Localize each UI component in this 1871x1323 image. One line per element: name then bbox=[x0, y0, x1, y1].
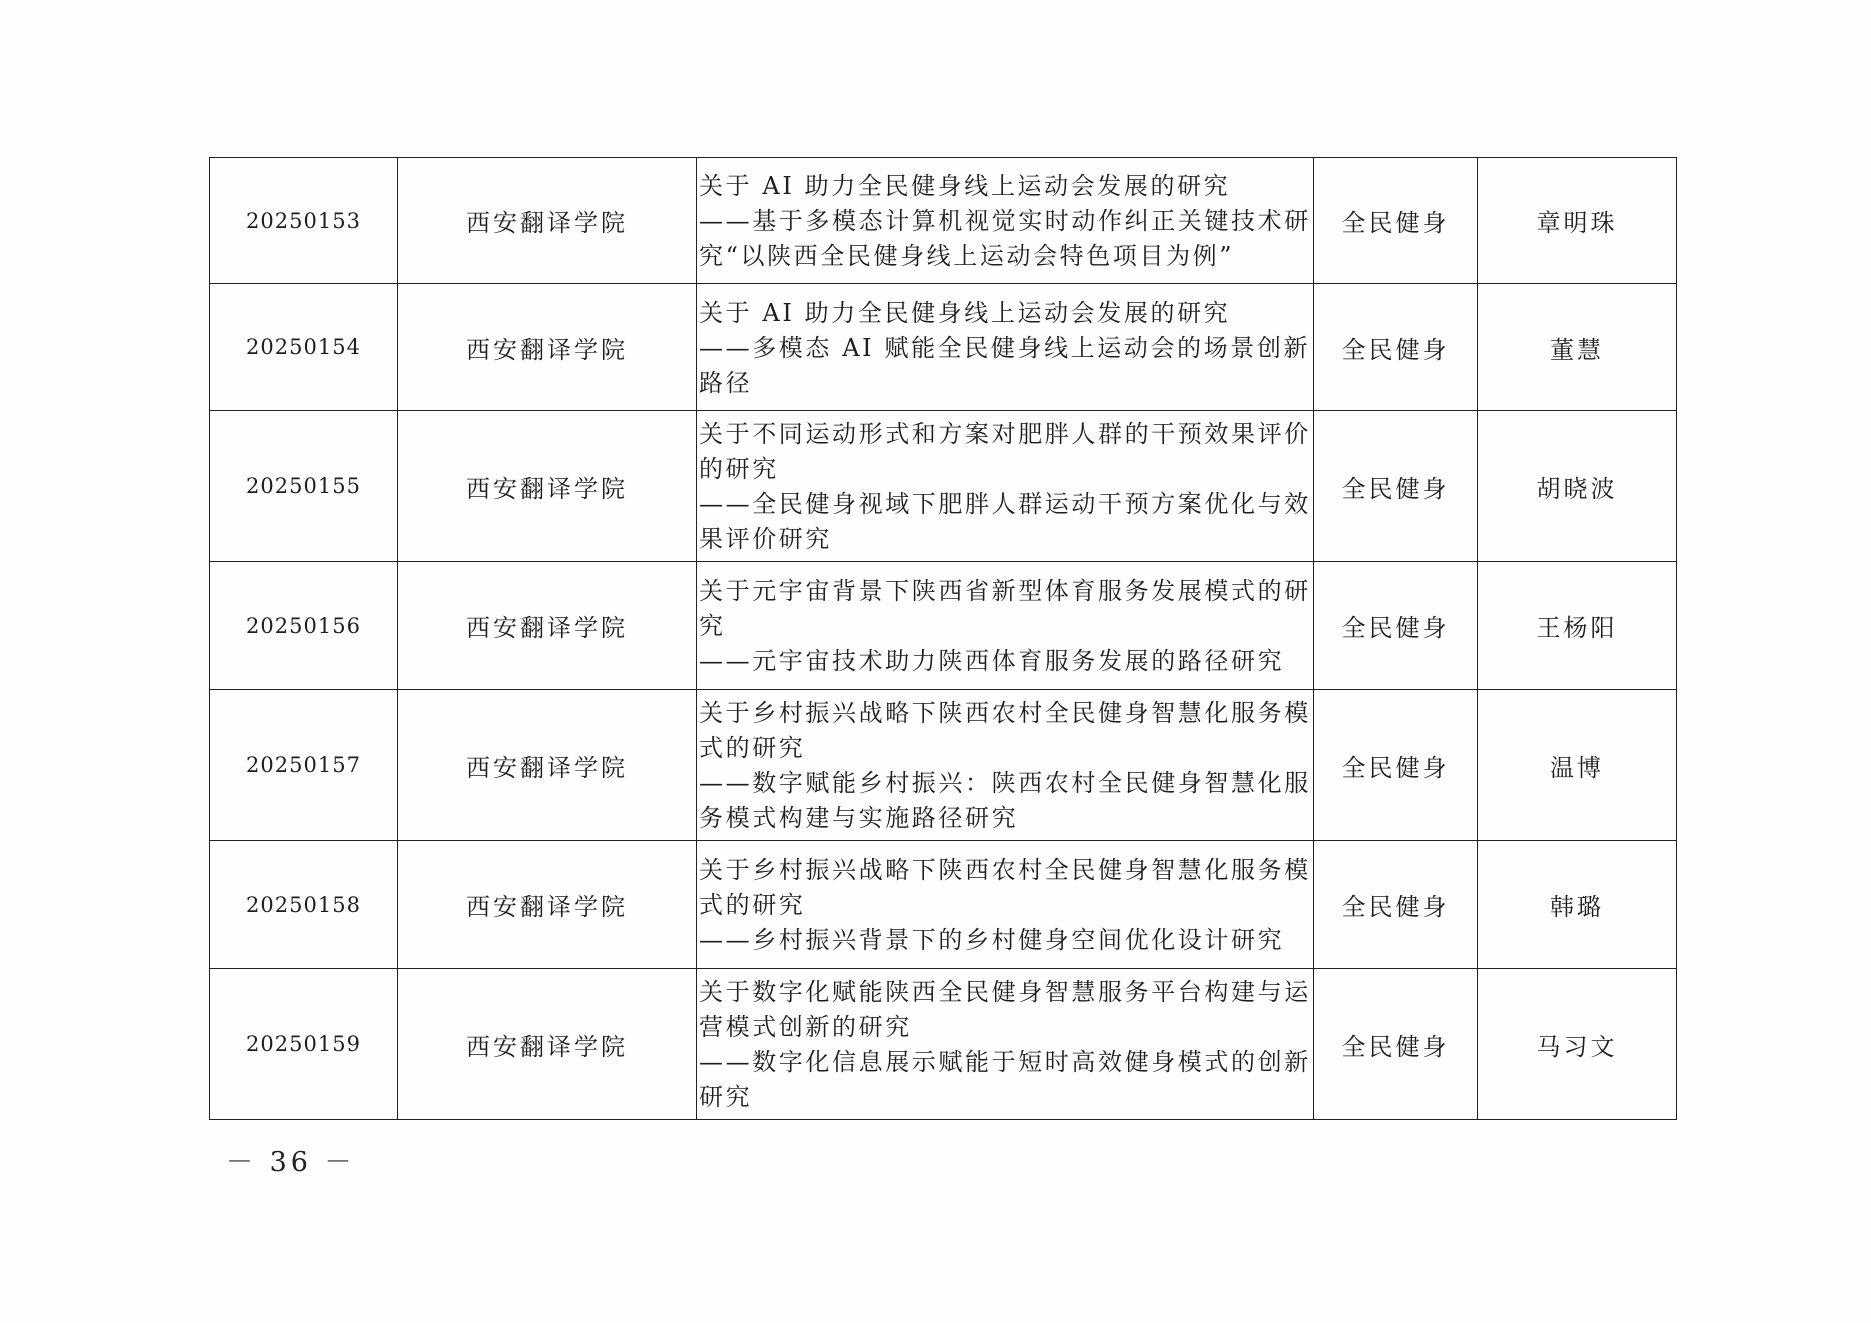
main-title: 关于乡村振兴战略下陕西农村全民健身智慧化服务模式的研究 bbox=[699, 699, 1311, 762]
project-code-cell: 20250154 bbox=[210, 284, 398, 411]
category-cell: 全民健身 bbox=[1314, 969, 1478, 1120]
project-title-cell bbox=[697, 284, 1314, 411]
school-cell: 西安翻译学院 bbox=[398, 841, 697, 969]
main-title: 关于元宇宙背景下陕西省新型体育服务发展模式的研究 bbox=[699, 577, 1311, 640]
sub-title: ——乡村振兴背景下的乡村健身空间优化设计研究 bbox=[699, 926, 1285, 954]
main-title: 关于 AI 助力全民健身线上运动会发展的研究 bbox=[699, 298, 1231, 327]
project-table bbox=[209, 157, 1677, 1120]
project-title-cell bbox=[697, 841, 1314, 969]
table-row bbox=[210, 969, 1677, 1120]
main-title: 关于 AI 助力全民健身线上运动会发展的研究 bbox=[699, 172, 1231, 200]
person-cell: 韩璐 bbox=[1478, 841, 1677, 969]
project-code-cell: 20250159 bbox=[210, 969, 398, 1120]
sub-title: ——元宇宙技术助力陕西体育服务发展的路径研究 bbox=[699, 647, 1285, 675]
school-cell: 西安翻译学院 bbox=[398, 411, 697, 562]
school-cell: 西安翻译学院 bbox=[398, 562, 697, 690]
person-cell: 王杨阳 bbox=[1478, 562, 1677, 690]
table-row bbox=[210, 562, 1677, 690]
person-cell: 董慧 bbox=[1478, 284, 1677, 411]
category-cell: 全民健身 bbox=[1314, 411, 1478, 562]
category-cell: 全民健身 bbox=[1314, 158, 1478, 284]
main-title: 关于乡村振兴战略下陕西农村全民健身智慧化服务模式的研究 bbox=[699, 856, 1311, 919]
table-row bbox=[210, 284, 1677, 411]
project-title-cell bbox=[697, 562, 1314, 690]
sub-title: ——基于多模态计算机视觉实时动作纠正关键技术研究“以陕西全民健身线上运动会特色项目为例” bbox=[699, 207, 1311, 270]
main-title: 关于数字化赋能陕西全民健身智慧服务平台构建与运营模式创新的研究 bbox=[699, 978, 1311, 1041]
table-row bbox=[210, 411, 1677, 562]
page-number: － 36 － bbox=[226, 1147, 356, 1178]
table-row bbox=[210, 841, 1677, 969]
table-row bbox=[210, 690, 1677, 841]
project-code-cell: 20250156 bbox=[210, 562, 398, 690]
project-title-cell bbox=[697, 411, 1314, 562]
project-code-cell: 20250158 bbox=[210, 841, 398, 969]
school-cell: 西安翻译学院 bbox=[398, 690, 697, 841]
category-cell: 全民健身 bbox=[1314, 841, 1478, 969]
table-row bbox=[210, 158, 1677, 284]
project-title-cell bbox=[697, 158, 1314, 284]
category-cell: 全民健身 bbox=[1314, 690, 1478, 841]
sub-title: ——多模态 AI 赋能全民健身线上运动会的场景创新路径 bbox=[699, 333, 1311, 397]
school-cell: 西安翻译学院 bbox=[398, 284, 697, 411]
person-cell: 章明珠 bbox=[1478, 158, 1677, 284]
school-cell: 西安翻译学院 bbox=[398, 969, 697, 1120]
project-code-cell: 20250155 bbox=[210, 411, 398, 562]
person-cell: 胡晓波 bbox=[1478, 411, 1677, 562]
person-cell: 马习文 bbox=[1478, 969, 1677, 1120]
main-title: 关于不同运动形式和方案对肥胖人群的干预效果评价的研究 bbox=[699, 420, 1311, 483]
project-title-cell bbox=[697, 690, 1314, 841]
category-cell: 全民健身 bbox=[1314, 284, 1478, 411]
project-code-cell: 20250157 bbox=[210, 690, 398, 841]
project-code-cell: 20250153 bbox=[210, 158, 398, 284]
sub-title: ——数字化信息展示赋能于短时高效健身模式的创新研究 bbox=[699, 1048, 1311, 1111]
category-cell: 全民健身 bbox=[1314, 562, 1478, 690]
sub-title: ——数字赋能乡村振兴：陕西农村全民健身智慧化服务模式构建与实施路径研究 bbox=[699, 769, 1311, 832]
school-cell: 西安翻译学院 bbox=[398, 158, 697, 284]
sub-title: ——全民健身视域下肥胖人群运动干预方案优化与效果评价研究 bbox=[699, 490, 1311, 553]
person-cell: 温博 bbox=[1478, 690, 1677, 841]
project-title-cell bbox=[697, 969, 1314, 1120]
